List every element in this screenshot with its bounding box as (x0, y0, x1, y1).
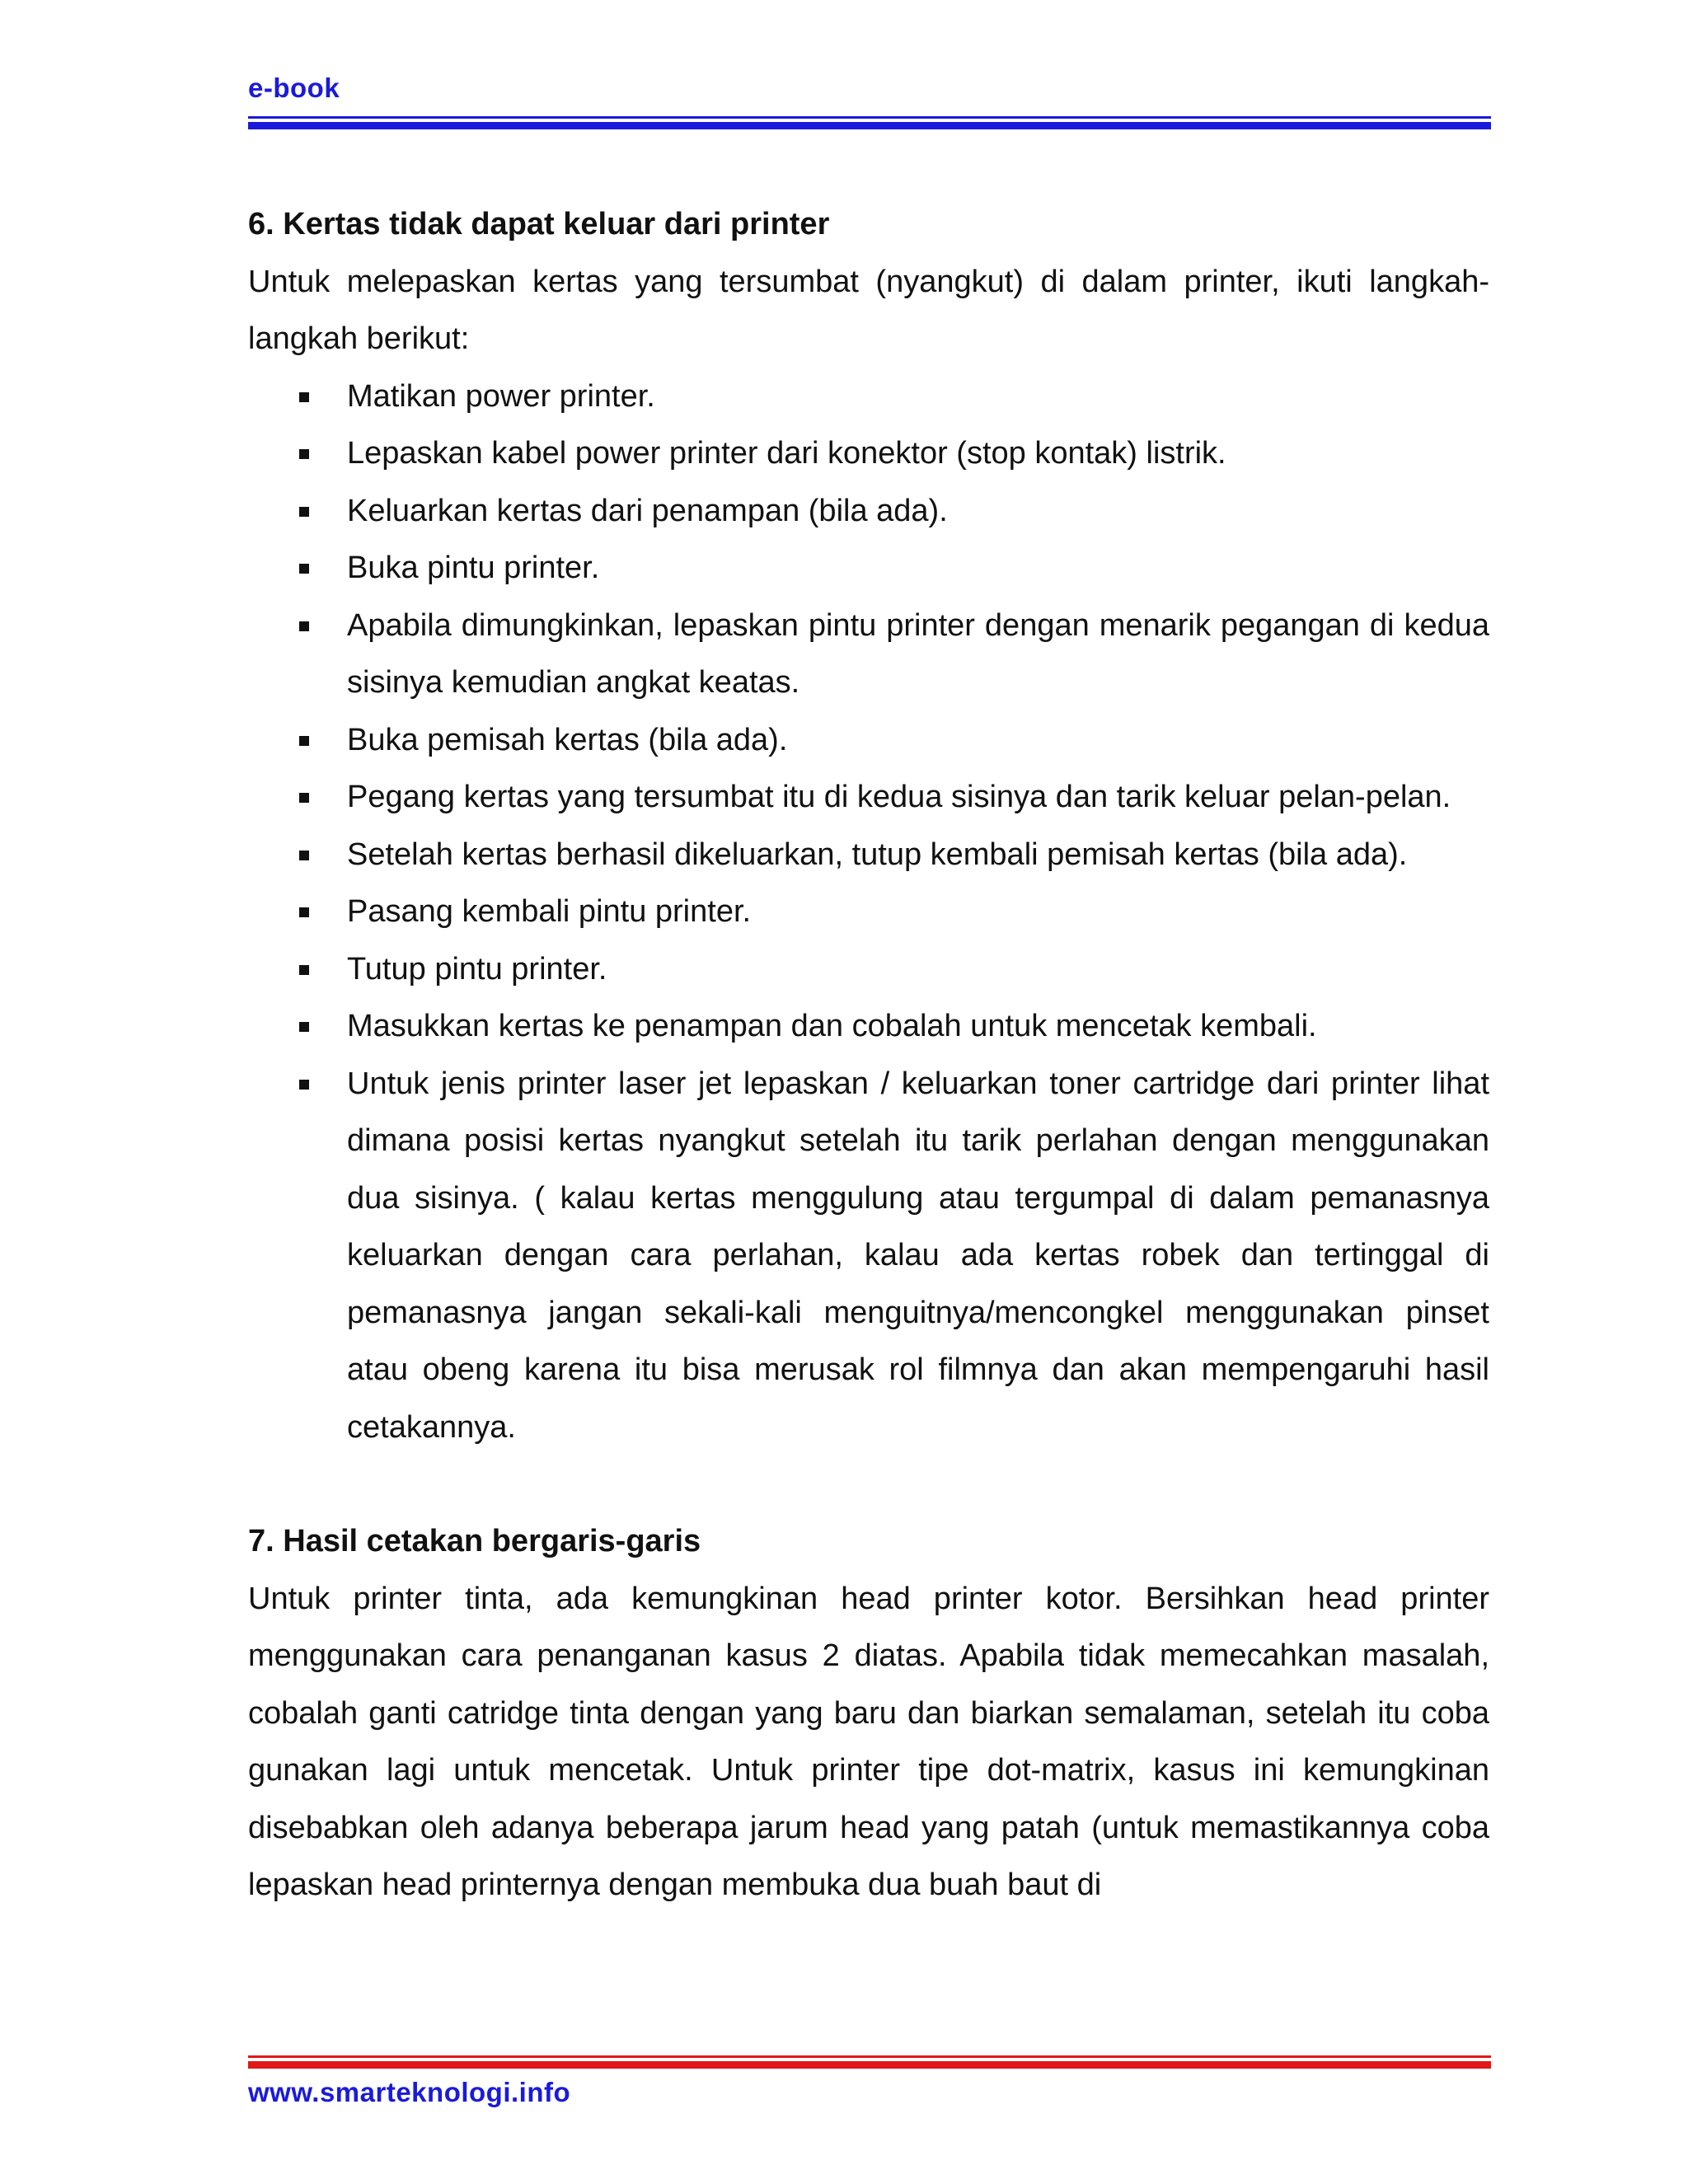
header-divider-thin (248, 116, 1491, 119)
step-item (248, 540, 1489, 598)
step-text: Matikan power printer. (347, 378, 655, 414)
step-text: Buka pintu printer. (347, 551, 600, 585)
step-text: Lepaskan kabel power printer dari konektor (stop kontak) listrik. (347, 436, 1226, 471)
step-item (248, 1056, 1489, 1457)
bullet-square-icon (299, 793, 309, 803)
bullet-square-icon (299, 1080, 309, 1090)
header-divider-thick (248, 122, 1491, 129)
step-item (248, 998, 1489, 1056)
step-item (248, 483, 1489, 541)
step-item (248, 827, 1489, 884)
section-spacer (248, 1456, 1489, 1513)
section-6-steps (248, 368, 1489, 1457)
bullet-square-icon (299, 1022, 309, 1032)
step-text: Masukkan kertas ke penampan dan cobalah untuk mencetak kembali. (347, 1009, 1317, 1043)
bullet-square-icon (299, 392, 309, 402)
step-item (248, 425, 1489, 483)
bullet-square-icon (299, 564, 309, 574)
step-item (248, 368, 1489, 426)
section-6-intro: Untuk melepaskan kertas yang tersumbat (nyangkut) di dalam printer, ikuti langkah-langkah berikut: (248, 264, 1489, 356)
page-content (248, 196, 1489, 1915)
step-item (248, 883, 1489, 941)
step-text: Untuk jenis printer laser jet lepaskan / keluarkan toner cartridge dari printer lihat dimana posisi kertas nyangkut setelah itu tarik perlahan dengan menggunakan dua sisinya. ( kalau kertas menggulung atau tergumpal di dalam pemanasnya keluarkan dengan cara perlahan, kalau ada kertas robek dan tertinggal di pemanasnya jangan sekali-kali menguitnya/mencongkel menggunakan pinset atau obeng karena itu bisa merusak rol filmnya dan akan mempengaruhi hasil cetakannya. (347, 1066, 1489, 1445)
footer-divider-thin (248, 2055, 1491, 2058)
step-item (248, 712, 1489, 770)
bullet-square-icon (299, 736, 309, 746)
section-7-title: 7. Hasil cetakan bergaris-garis (248, 1524, 701, 1558)
footer-divider-thick (248, 2061, 1491, 2069)
bullet-square-icon (299, 507, 309, 517)
bullet-square-icon (299, 907, 309, 917)
header-label: e-book (248, 73, 340, 103)
footer-website-link[interactable]: www.smarteknologi.info (248, 2077, 571, 2107)
step-text: Buka pemisah kertas (bila ada). (347, 722, 788, 757)
step-text: Apabila dimungkinkan, lepaskan pintu printer dengan menarik pegangan di kedua sisinya kemudian angkat keatas. (347, 607, 1489, 700)
step-item (248, 769, 1489, 827)
step-text: Keluarkan kertas dari penampan (bila ada). (347, 493, 948, 528)
section-7-body: Untuk printer tinta, ada kemungkinan head printer kotor. Bersihkan head printer menggunakan cara penanganan kasus 2 diatas. Apabila tidak memecahkan masalah, cobalah ganti catridge tinta dengan yang baru dan biarkan semalaman, setelah itu coba gunakan lagi untuk mencetak. Untuk printer tipe dot-matrix, kasus ini kemungkinan disebabkan oleh adanya beberapa jarum head yang patah (untuk memastikannya coba lepaskan head printernya dengan membuka dua buah baut di (248, 1581, 1489, 1902)
bullet-square-icon (299, 851, 309, 860)
step-text: Setelah kertas berhasil dikeluarkan, tutup kembali pemisah kertas (bila ada). (347, 837, 1408, 872)
section-6-title: 6. Kertas tidak dapat keluar dari printer (248, 207, 830, 241)
bullet-square-icon (299, 449, 309, 459)
bullet-square-icon (299, 965, 309, 975)
step-text: Tutup pintu printer. (347, 951, 607, 987)
step-item (248, 941, 1489, 999)
bullet-square-icon (299, 621, 309, 631)
step-text: Pegang kertas yang tersumbat itu di kedua sisinya dan tarik keluar pelan-pelan. (347, 780, 1451, 814)
step-text: Pasang kembali pintu printer. (347, 894, 752, 929)
step-item (248, 598, 1489, 712)
